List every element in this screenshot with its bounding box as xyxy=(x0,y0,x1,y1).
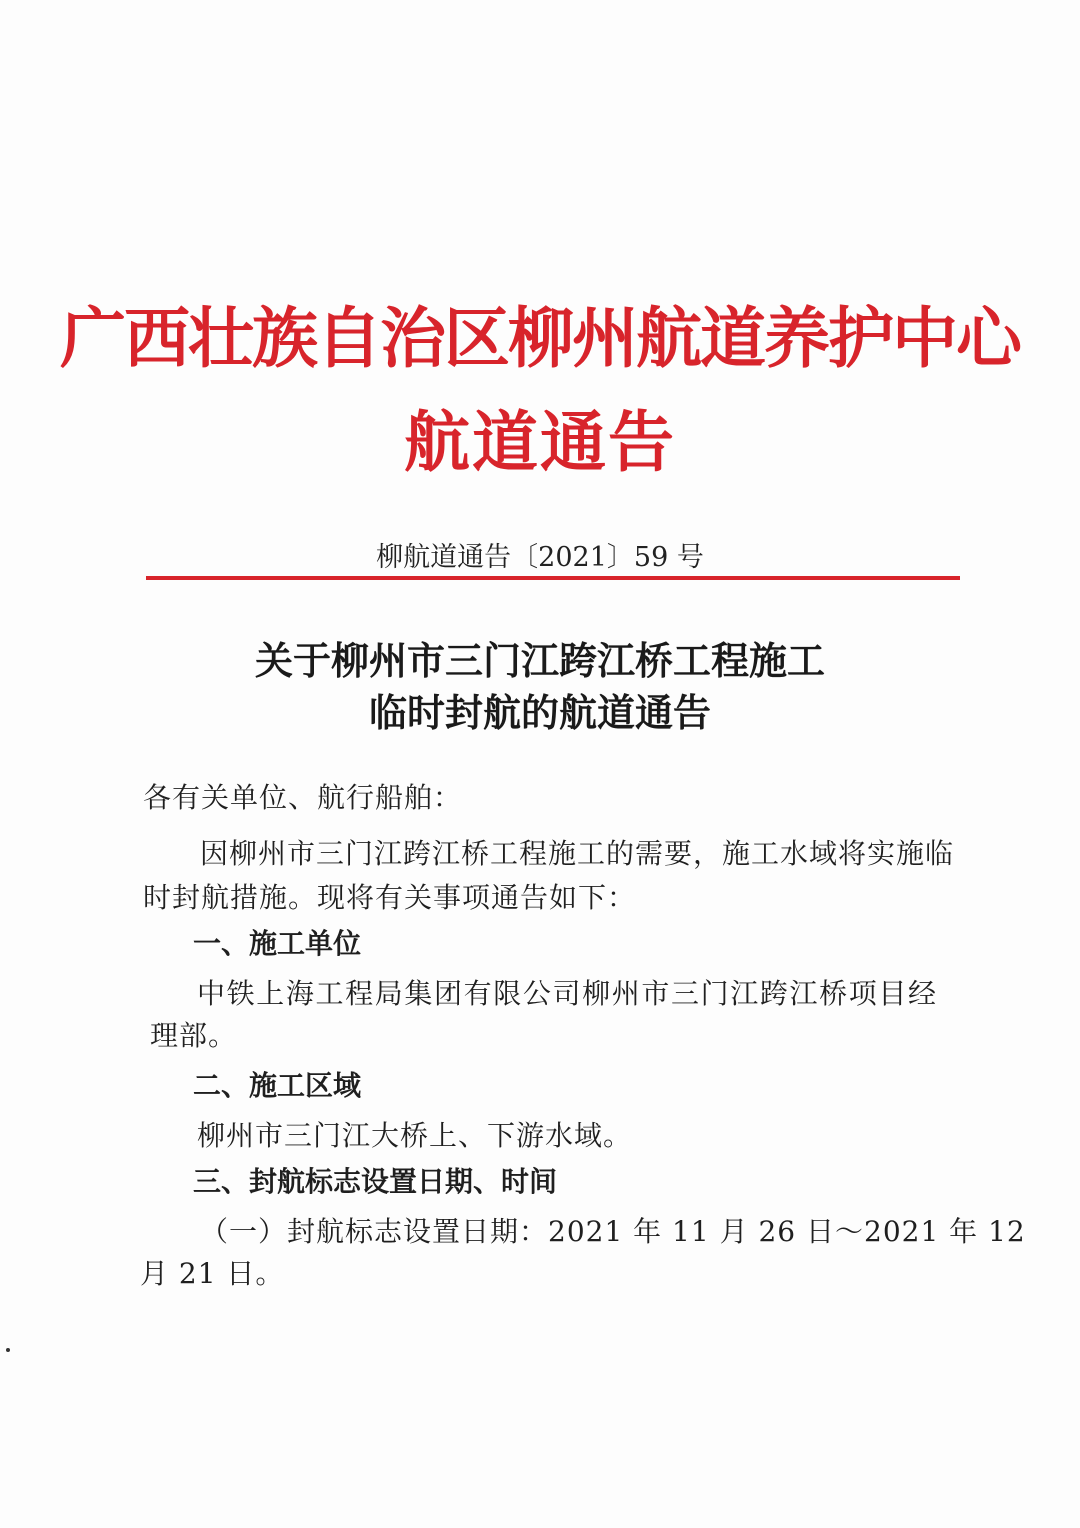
section-heading-3: 三、封航标志设置日期、时间 xyxy=(193,1165,558,1198)
section-1-line-2: 理部。 xyxy=(150,1019,238,1052)
section-2-line-1: 柳州市三门江大桥上、下游水域。 xyxy=(197,1119,633,1152)
section-heading-2: 二、施工区域 xyxy=(193,1069,362,1102)
intro-paragraph-line-1: 因柳州市三门江跨江桥工程施工的需要，施工水域将实施临 xyxy=(200,837,955,870)
section-3-line-2: 月 21 日。 xyxy=(140,1257,285,1290)
notice-type-title: 航道通告 xyxy=(404,403,676,481)
notice-subject xyxy=(0,635,1080,739)
intro-paragraph-line-2: 时封航措施。现将有关事项通告如下： xyxy=(143,881,637,914)
document-number: 柳航道通告〔2021〕59 号 xyxy=(376,542,704,573)
subject-line-1: 关于柳州市三门江跨江桥工程施工 xyxy=(254,638,825,683)
section-heading-1: 一、施工单位 xyxy=(193,927,362,960)
section-3-line-1: （一）封航标志设置日期：2021 年 11 月 26 日～2021 年 12 xyxy=(200,1215,1026,1248)
agency-title: 广西壮族自治区柳州航道养护中心 xyxy=(60,299,1020,377)
margin-dot xyxy=(6,1348,10,1352)
salutation: 各有关单位、航行船舶： xyxy=(143,781,463,814)
red-divider-rule xyxy=(146,576,960,580)
section-1-line-1: 中铁上海工程局集团有限公司柳州市三门江跨江桥项目经 xyxy=(197,977,937,1010)
subject-line-2: 临时封航的航道通告 xyxy=(368,690,711,735)
